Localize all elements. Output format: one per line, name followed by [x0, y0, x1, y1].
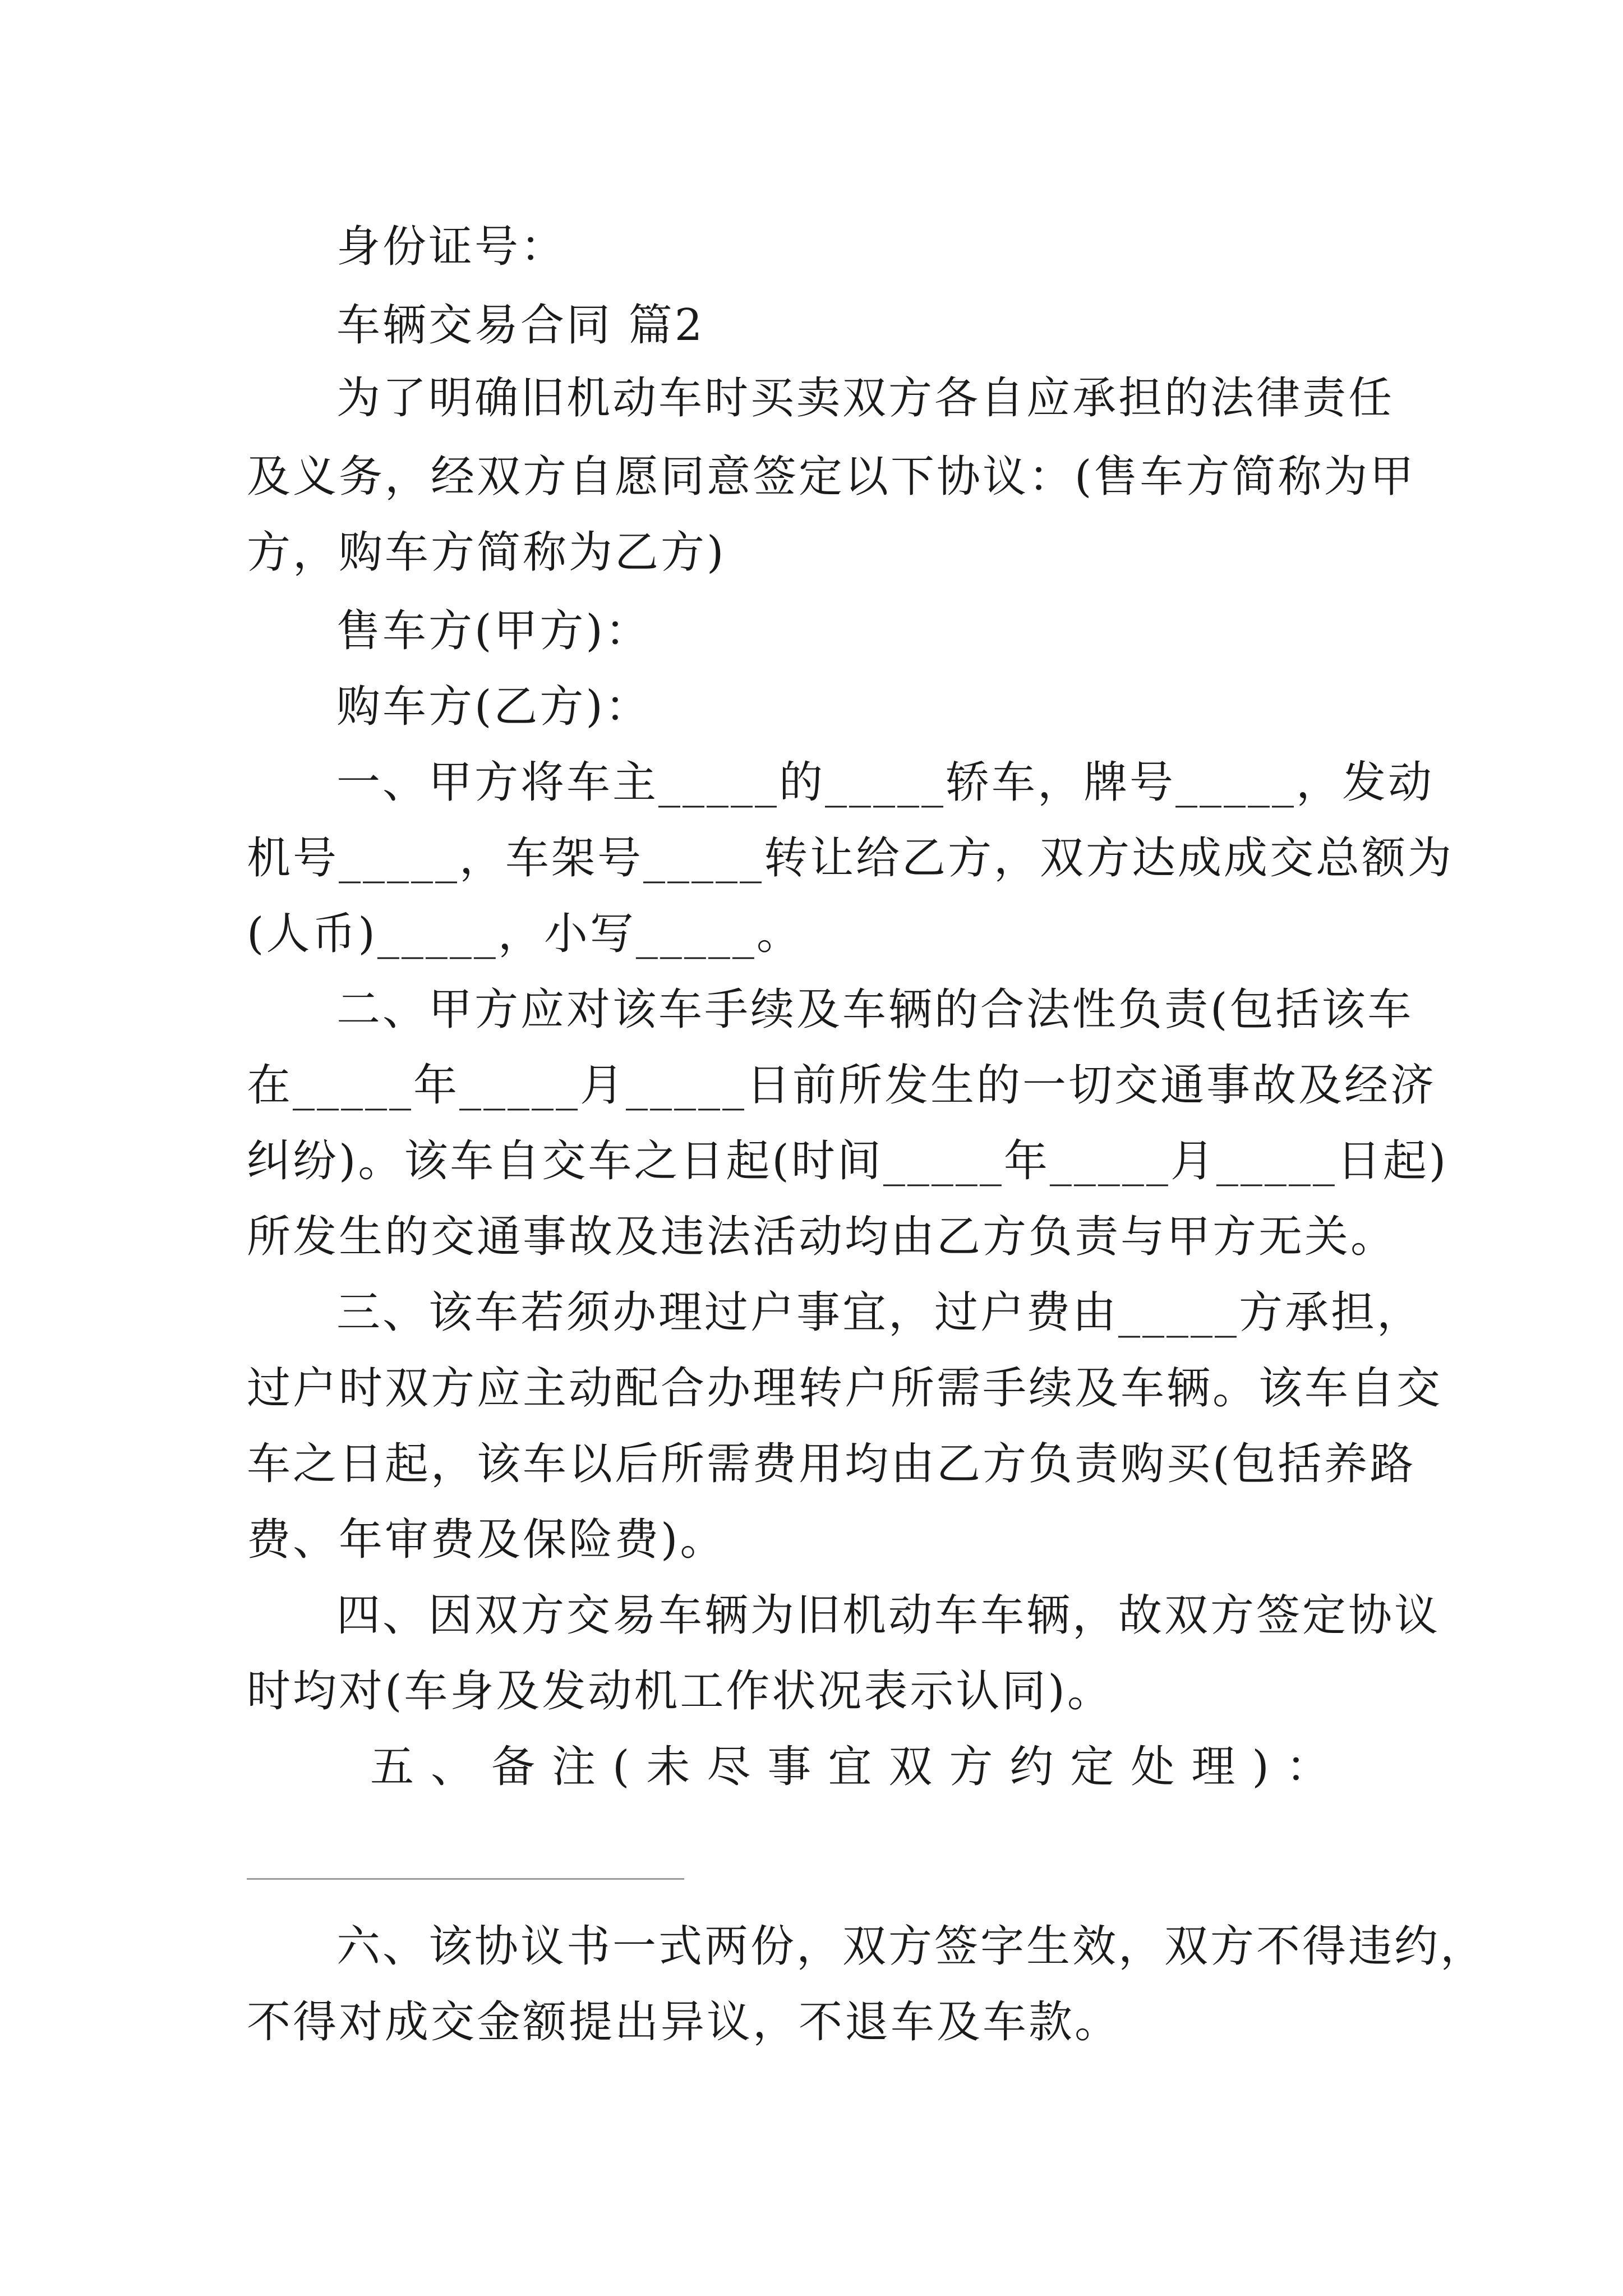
clause-4-line-1: 四、因双方交易车辆为旧机动车车辆，故双方签定协议 [336, 1590, 1441, 1641]
clause-2-line-4: 所发生的交通事故及违法活动均由乙方负责与甲方无关。 [247, 1212, 1397, 1262]
clause-2-line-1: 二、甲方应对该车手续及车辆的合法性负责(包括该车 [336, 984, 1414, 1035]
clause-1-line-1: 一、甲方将车主_____的_____轿车，牌号_____，发动 [336, 757, 1435, 808]
clause-3-line-3: 车之日起，该车以后所需费用均由乙方负责购买(包括养路 [247, 1439, 1416, 1489]
buyer-label: 购车方(乙方)： [336, 682, 651, 732]
clause-1-line-3: (人币)_____，小写_____。 [247, 909, 803, 959]
id-number-label: 身份证号： [336, 222, 567, 272]
intro-line-2: 及义务，经双方自愿同意签定以下协议：(售车方简称为甲 [247, 452, 1416, 502]
seller-label: 售车方(甲方)： [336, 606, 651, 656]
clause-6-line-1: 六、该协议书一式两份，双方签字生效，双方不得违约， [336, 1921, 1487, 1972]
clause-5-remarks: 五、备注(未尽事宜双方约定处理)： [370, 1742, 1347, 1792]
clause-4-line-2: 时均对(车身及发动机工作状况表示认同)。 [247, 1666, 1113, 1717]
intro-line-3: 方，购车方简称为乙方) [247, 527, 726, 578]
remarks-underline [247, 1878, 684, 1880]
intro-line-1: 为了明确旧机动车时买卖双方各自应承担的法律责任 [336, 373, 1395, 424]
section-title: 车辆交易合同 篇2 [336, 300, 705, 351]
clause-2-line-2: 在_____年_____月_____日前所发生的一切交通事故及经济 [247, 1060, 1437, 1111]
clause-2-line-3: 纠纷)。该车自交车之日起(时间_____年_____月_____日起) [247, 1136, 1449, 1186]
clause-3-line-4: 费、年审费及保险费)。 [247, 1515, 726, 1565]
clause-1-line-2: 机号_____，车架号_____转让给乙方，双方达成成交总额为 [247, 833, 1454, 884]
clause-6-line-2: 不得对成交金额提出异议，不退车及车款。 [247, 1997, 1121, 2047]
clause-3-line-1: 三、该车若须办理过户事宜，过户费由_____方承担， [336, 1287, 1423, 1338]
clause-3-line-2: 过户时双方应主动配合办理转户所需手续及车辆。该车自交 [247, 1363, 1443, 1414]
